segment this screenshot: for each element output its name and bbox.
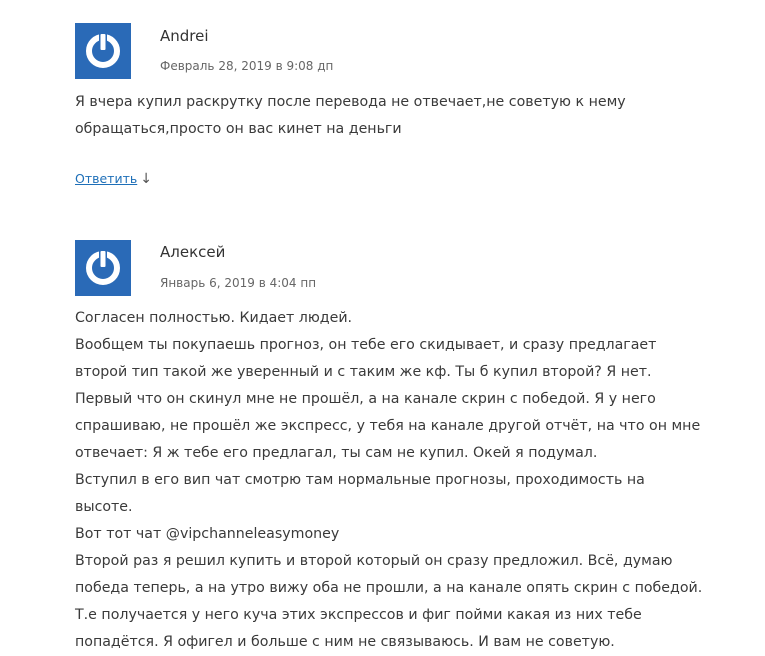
reply-link[interactable]: Ответить bbox=[75, 171, 138, 186]
comment-date[interactable]: Февраль 28, 2019 в 9:08 дп bbox=[160, 59, 334, 73]
comment-paragraph: Вступил в его вип чат смотрю там нормальные прогнозы, проходимость на высоте. bbox=[75, 472, 645, 515]
comment-date[interactable]: Январь 6, 2019 в 4:04 пп bbox=[160, 276, 317, 290]
comment-body bbox=[75, 89, 635, 143]
avatar bbox=[75, 240, 131, 296]
comment-paragraph: Т.е получается у него куча этих экспрессов и фиг пойми какая из них тебе попадётся. Я офигел и больше с ним не связываюсь. И вам не советую. bbox=[75, 607, 642, 650]
comment-paragraph: Вообщем ты покупаешь прогноз, он тебе его скидывает, и сразу предлагает второй тип такой же уверенный и с таким же кф. Ты б купил второй? Я нет. Первый что он скинул мне не прошёл, а на канале скрин с победой. Я у него спрашиваю, не прошёл же экспресс, у тебя на канале другой отчёт, на что он мне отвечает: Я ж тебе его предлагал, ты сам не купил. Окей я подумал. bbox=[75, 337, 701, 461]
reply-arrow-icon: ↓ bbox=[140, 171, 152, 187]
avatar bbox=[75, 23, 131, 79]
gravatar-power-icon bbox=[75, 23, 131, 79]
comment-paragraph: Вот тот чат @vipchanneleasymoney bbox=[75, 526, 340, 542]
comment-body bbox=[75, 305, 703, 656]
comment-paragraph: Согласен полностью. Кидает людей. bbox=[75, 310, 353, 326]
comment-author: Andrei bbox=[160, 27, 209, 45]
comment-author: Алексей bbox=[160, 243, 226, 261]
comment-paragraph: Я вчера купил раскрутку после перевода не отвечает,не советую к нему обращаться,просто он вас кинет на деньги bbox=[75, 94, 626, 137]
comment-paragraph: Второй раз я решил купить и второй который он сразу предложил. Всё, думаю победа теперь, а на утро вижу оба не прошли, а на канале опять скрин с победой. bbox=[75, 553, 703, 596]
reply-button[interactable] bbox=[75, 171, 152, 187]
gravatar-power-icon bbox=[75, 240, 131, 296]
